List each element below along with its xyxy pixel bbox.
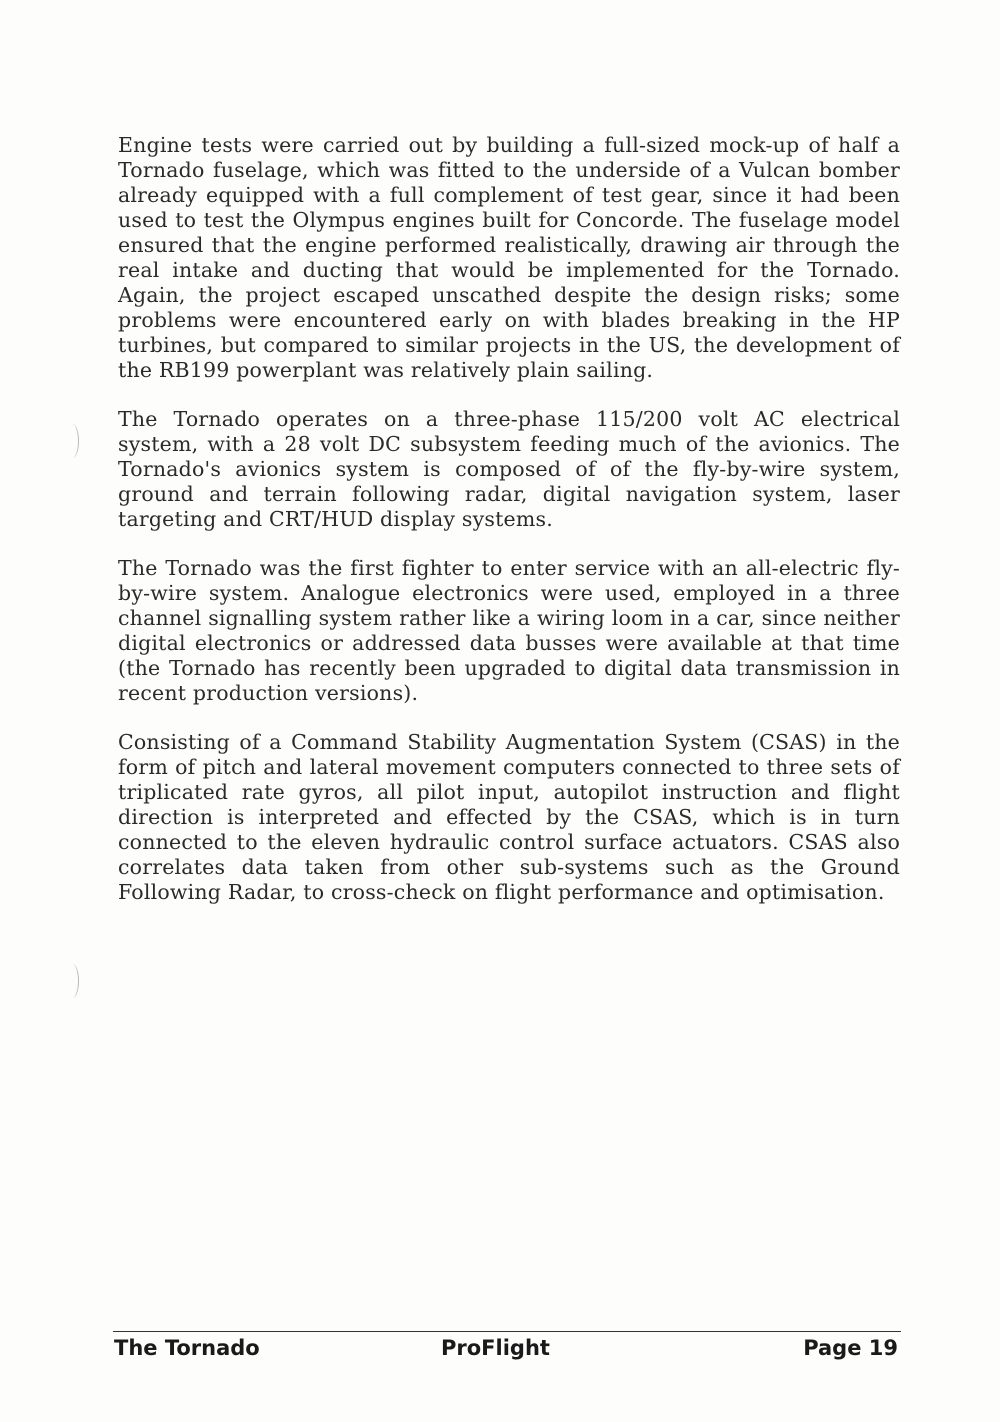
binder-punch-mark	[66, 964, 79, 998]
footer-page-number: Page 19	[803, 1336, 898, 1360]
footer-title: The Tornado	[114, 1336, 260, 1360]
paragraph-csas: Consisting of a Command Stability Augmentation System (CSAS) in the form of pitch and lateral movement computers connected to three sets of triplicated rate gyros, all pilot input, autopilot instruction and flight direction is interpreted and effected by the CSAS, which is in turn connected to the eleven hydraulic control surface actuators. CSAS also correlates data taken from other sub-systems such as the Ground Following Radar, to cross-check on flight performance and optimisation.	[118, 730, 900, 904]
binder-punch-mark	[66, 424, 79, 458]
body-text	[118, 133, 900, 929]
footer-rule	[113, 1331, 901, 1332]
paragraph-electrical-system: The Tornado operates on a three-phase 115/200 volt AC electrical system, with a 28 volt DC subsystem feeding much of the avionics. The Tornado's avionics system is composed of of the fly-by-wire system, ground and terrain following radar, digital navigation system, laser targeting and CRT/HUD display systems.	[118, 407, 900, 531]
paragraph-engine-tests: Engine tests were carried out by building a full-sized mock-up of half a Tornado fuselage, which was fitted to the underside of a Vulcan bomber already equipped with a full complement of test gear, since it had been used to test the Olympus engines built for Concorde. The fuselage model ensured that the engine performed realistically, drawing air through the real intake and ducting that would be implemented for the Tornado. Again, the project escaped unscathed despite the design risks; some problems were encountered early on with blades breaking in the HP turbines, but compared to similar projects in the US, the development of the RB199 powerplant was relatively plain sailing.	[118, 133, 900, 382]
page-footer	[114, 1336, 900, 1366]
paragraph-fly-by-wire: The Tornado was the first fighter to enter service with an all-electric fly-by-wire system. Analogue electronics were used, employed in a three channel signalling system rather like a wiring loom in a car, since neither digital electronics or addressed data busses were available at that time (the Tornado has recently been upgraded to digital data transmission in recent production versions).	[118, 556, 900, 705]
footer-publication: ProFlight	[441, 1336, 550, 1360]
